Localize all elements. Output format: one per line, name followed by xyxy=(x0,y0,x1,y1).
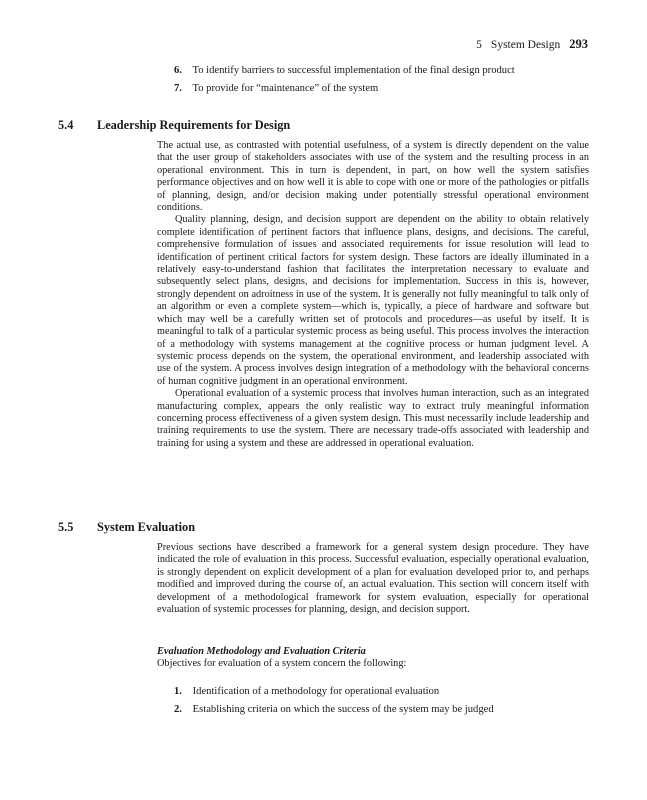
paragraph: Previous sections have described a framework for a general system design procedure. They have indicated the role of evaluation in this process. Successful evaluation, especially operational evaluation, is strongly dependent on explicit development of a plan for evaluation developed prior to, and perhaps modified and improved during the course of, an actual evaluation. This section will concern itself with development of a methodological framework for system evaluation, especially for operational evaluation of systemic processes for planning, design, and decision support. xyxy=(157,542,589,616)
subsection-block xyxy=(157,646,589,671)
section-title: Leadership Requirements for Design xyxy=(97,118,291,132)
subsection-title: Evaluation Methodology and Evaluation Criteria xyxy=(157,646,366,657)
chapter-number: 5 xyxy=(476,39,482,51)
section-5-4-body xyxy=(157,140,589,450)
section-number: 5.4 xyxy=(58,118,74,132)
section-number: 5.5 xyxy=(58,520,74,534)
subsection-intro: Objectives for evaluation of a system concern the following: xyxy=(157,658,407,670)
list-item xyxy=(174,701,594,719)
section-heading-5-5 xyxy=(58,520,195,535)
list-item-number: 6. xyxy=(174,65,182,76)
running-head xyxy=(476,37,588,52)
paragraph: Operational evaluation of a systemic process that involves human interaction, such as an integrated manufacturing complex, appears the only realistic way to extract truly meaningful information concerning process effectiveness of a given system design. This must necessarily include leadership and training requirements to use the system. There are necessary trade-offs associated with leadership and training for using a system and these are addressed in operational evaluation. xyxy=(157,388,589,449)
paragraph: Quality planning, design, and decision support are dependent on the ability to obtain relatively complete identification of pertinent factors that influence plans, designs, and decisions. The careful, comprehensive formulation of issues and associated requirements for issue resolution will lead to identification of pertinent critical factors for system design. These factors are ideally illuminated in a relatively easy-to-understand fashion that facilitates the interpretation necessary to evaluate and subsequently select plans, designs, and decisions for implementation. Success in this is, however, strongly dependent on adroitness in use of the system. It is generally not fully meaningful to talk only of an algorithm or even a complete system—which is, typically, a piece of hardware and software but which may well be a carefully written set of protocols and procedures—as useful by itself. It is meaningful to talk of a particular systemic process as being useful. This process involves the interaction of a methodology with systems management at the cognitive process or human judgment level. A systemic process depends on the system, the operational environment, and leadership associated with use of the system. A process involves design integration of a methodology with the behavioral concerns of human cognitive judgment in an operational environment. xyxy=(157,214,589,387)
list-item-text: To identify barriers to successful implementation of the final design product xyxy=(192,65,515,76)
list-item xyxy=(174,80,594,98)
section-5-5-body xyxy=(157,542,589,616)
page-number: 293 xyxy=(569,37,588,51)
paragraph: The actual use, as contrasted with potential usefulness, of a system is directly dependent on the value that the user group of stakeholders associates with use of the system and the resulting process in an operational environment. This in turn is dependent, in part, on how well the system satisfies performance objectives and on how well it is able to cope with one or more of the pathologies or pitfalls of planning, design, and/or decision making under potentially stressful operational environment conditions. xyxy=(157,140,589,214)
list-item-text: Identification of a methodology for operational evaluation xyxy=(192,686,440,697)
chapter-title: System Design xyxy=(490,39,561,51)
list-item xyxy=(174,62,594,80)
list-item-text: To provide for “maintenance” of the system xyxy=(192,83,379,94)
list-item-number: 7. xyxy=(174,83,182,94)
list-item-number: 2. xyxy=(174,704,182,715)
evaluation-objectives-list xyxy=(174,683,594,719)
objectives-list-continued xyxy=(174,62,594,98)
section-heading-5-4 xyxy=(58,118,290,133)
list-item-text: Establishing criteria on which the success of the system may be judged xyxy=(192,704,494,715)
list-item-number: 1. xyxy=(174,686,182,697)
section-title: System Evaluation xyxy=(97,520,196,534)
list-item xyxy=(174,683,594,701)
